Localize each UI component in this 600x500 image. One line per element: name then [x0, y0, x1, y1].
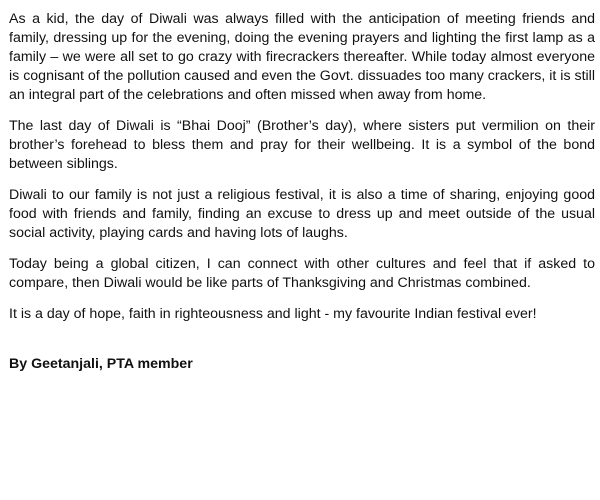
paragraph-closing: It is a day of hope, faith in righteousness and light - my favourite Indian festival ever!	[9, 306, 537, 322]
paragraph-global-citizen: Today being a global citizen, I can connect with other cultures and feel that if asked to compare, then Diwali would be like parts of Thanksgiving and Christmas combined.	[9, 256, 595, 291]
article-body	[9, 10, 595, 374]
paragraph-childhood-memories: As a kid, the day of Diwali was always filled with the anticipation of meeting friends and family, dressing up for the evening, doing the evening prayers and lighting the first lamp as a family – we were all set to go crazy with firecrackers thereafter. While today almost everyone is cognisant of the pollution caused and even the Govt. dissuades too many crackers, it is still an integral part of the celebrations and often missed when away from home.	[9, 11, 595, 103]
paragraph-bhai-dooj: The last day of Diwali is “Bhai Dooj” (Brother’s day), where sisters put vermilion on their brother’s forehead to bless them and pray for their wellbeing. It is a symbol of the bond between siblings.	[9, 118, 595, 172]
author-byline: By Geetanjali, PTA member	[9, 356, 193, 372]
paragraph-family-meaning: Diwali to our family is not just a religious festival, it is also a time of sharing, enjoying good food with friends and family, finding an excuse to dress up and meet outside of the usual social activity, playing cards and having lots of laughs.	[9, 187, 595, 241]
